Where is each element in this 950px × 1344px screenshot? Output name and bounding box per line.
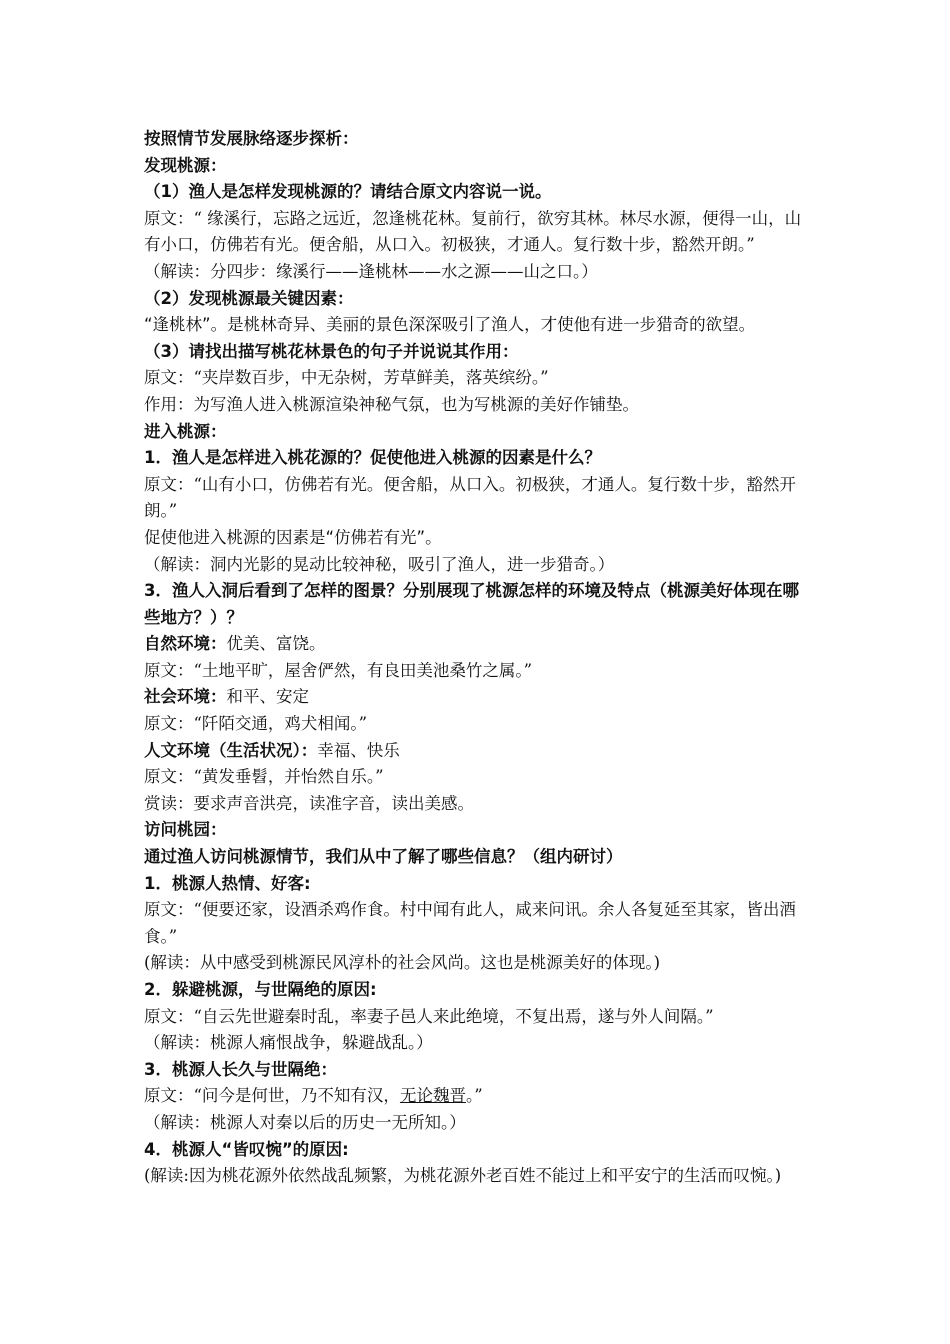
- section-enter-title: 进入桃源：: [144, 421, 227, 441]
- point-long-isolation: 3．桃源人长久与世隔绝：: [144, 1059, 337, 1079]
- natural-environment-value: 优美、富饶。: [226, 634, 326, 654]
- point-sigh-reason: 4．桃源人“皆叹惋”的原因:: [144, 1139, 349, 1159]
- answer-peach-scenery-use: 作用：为写渔人进入桃源渲染神秘气氛，也为写桃源的美好作铺垫。: [144, 394, 639, 414]
- humanistic-environment: [144, 738, 810, 765]
- intro-heading: 按照情节发展脉络逐步探析：: [144, 129, 359, 148]
- quote-isolation-reason: 原文：“自云先世避秦时乱，率妻子邑人来此绝境，不复出焉，遂与外人间隔。”: [144, 1006, 714, 1026]
- question-key-factor: （2）发现桃源最关键因素：: [144, 288, 354, 308]
- quote-hospitable: 原文：“便要还家，设酒杀鸡作食。村中闻有此人，咸来问讯。余人各复延至其家，皆出酒食。”: [144, 900, 796, 946]
- question-enter-how: 1．渔人是怎样进入桃花源的？促使他进入桃源的因素是什么？: [144, 448, 601, 468]
- quote-natural-environment: 原文：“土地平旷，屋舍俨然，有良田美池桑竹之属。”: [144, 660, 533, 680]
- question-discover-how: （1）渔人是怎样发现桃源的？请结合原文内容说一说。: [144, 182, 552, 202]
- social-environment: [144, 684, 810, 711]
- quote-long-isolation-part1: 原文：“问今是何世，乃不知有汉，: [144, 1086, 400, 1106]
- point-hospitable: 1．桃源人热情、好客:: [144, 873, 311, 893]
- humanistic-environment-label: 人文环境（生活状况）：: [144, 740, 318, 760]
- note-sigh-reason: (解读:因为桃花源外依然战乱频繁，为桃花源外老百姓不能过上和平安宁的生活而叹惋。): [144, 1166, 782, 1186]
- quote-peach-scenery: 原文：“夹岸数百步，中无杂树，芳草鲜美，落英缤纷。”: [144, 368, 549, 388]
- answer-enter-reason: 促使他进入桃源的因素是“仿佛若有光”。: [144, 527, 442, 547]
- quote-long-isolation: [144, 1083, 810, 1110]
- note-discover-how: （解读：分四步：缘溪行——逢桃林——水之源——山之口。）: [144, 261, 598, 281]
- note-hospitable: (解读：从中感受到桃源民风淳朴的社会风尚。这也是桃源美好的体现。): [144, 953, 661, 973]
- question-scene: 3．渔人入洞后看到了怎样的图景？分别展现了桃源怎样的环境及特点（桃源美好体现在哪些地方？）？: [144, 581, 799, 627]
- section-visit-title: 访问桃园：: [144, 820, 227, 840]
- natural-environment-label: 自然环境：: [144, 634, 227, 654]
- natural-environment: [144, 631, 810, 658]
- point-isolation-reason: 2．躲避桃源，与世隔绝的原因:: [144, 980, 377, 999]
- note-isolation-reason: （解读：桃源人痛恨战争，躲避战乱。）: [144, 1033, 433, 1053]
- section-discover-title: 发现桃源：: [144, 155, 227, 175]
- quote-long-isolation-part2: 。”: [465, 1086, 483, 1106]
- quote-social-environment: 原文：“阡陌交通，鸡犬相闻。”: [144, 714, 368, 734]
- social-environment-label: 社会环境：: [144, 687, 227, 707]
- note-enter-how: （解读：洞内光影的晃动比较神秘，吸引了渔人，进一步猎奇。）: [144, 554, 615, 574]
- question-visit-info: 通过渔人访问桃源情节，我们从中了解了哪些信息？（组内研讨）: [144, 847, 623, 867]
- quote-discover-how: 原文：“ 缘溪行，忘路之远近，忽逢桃花林。复前行，欲穷其林。林尽水源，便得一山，山有小口，仿佛若有光。便舍船，从口入。初极狭，才通人。复行数十步，豁然开朗。”: [144, 208, 802, 255]
- answer-key-factor: “逢桃林”。是桃林奇异、美丽的景色深深吸引了渔人，才使他有进一步猎奇的欲望。: [144, 315, 756, 335]
- quote-long-isolation-underlined: 无论魏晋: [399, 1086, 466, 1106]
- quote-enter-how: 原文：“山有小口，仿佛若有光。便舍船，从口入。初极狭，才通人。复行数十步，豁然开朗。”: [144, 474, 796, 521]
- question-peach-scenery: （3）请找出描写桃花林景色的句子并说说其作用：: [144, 341, 519, 361]
- note-long-isolation: （解读：桃源人对秦以后的历史一无所知。）: [144, 1112, 466, 1132]
- humanistic-environment-value: 幸福、快乐: [317, 740, 400, 760]
- social-environment-value: 和平、安定: [226, 687, 309, 707]
- document-body: [144, 126, 810, 1190]
- reading-guidance: 赏读：要求声音洪亮，读准字音，读出美感。: [144, 793, 474, 813]
- quote-humanistic-environment: 原文：“黄发垂髫，并怡然自乐。”: [144, 767, 384, 787]
